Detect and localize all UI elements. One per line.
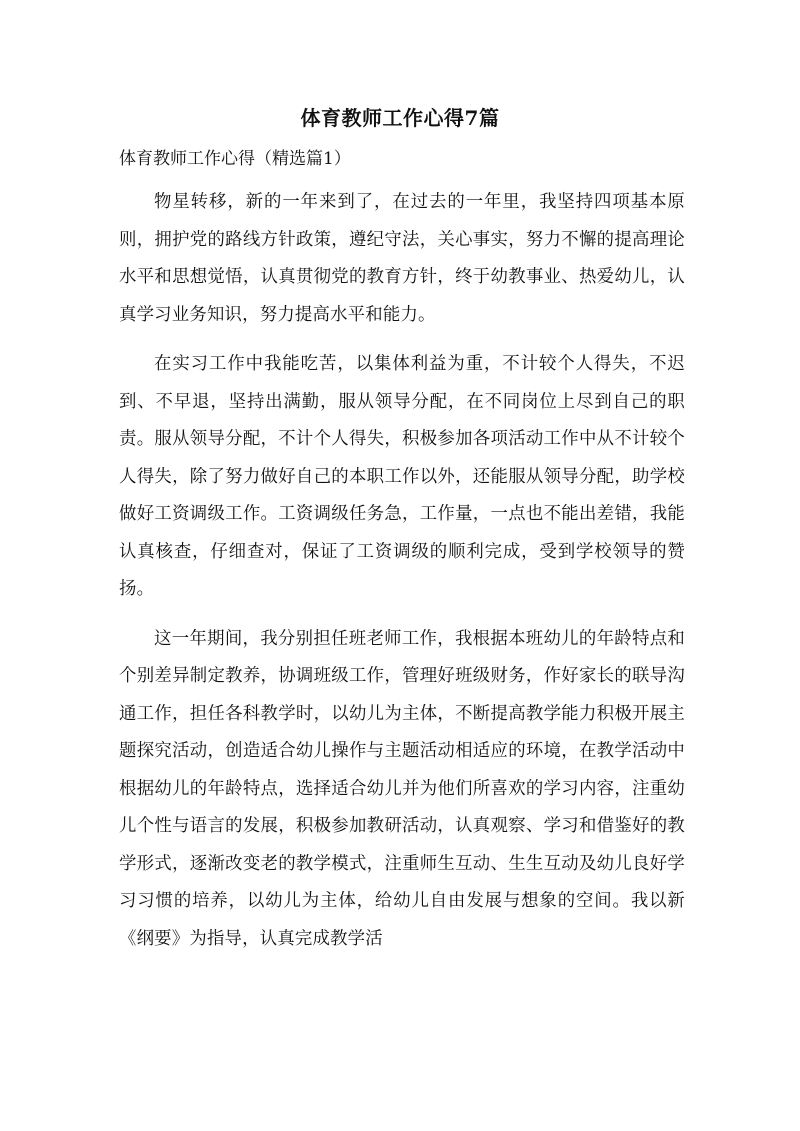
- paragraph-3: 这一年期间，我分别担任班老师工作，我根据本班幼儿的年龄特点和个别差异制定教养，协调班级工作，管理好班级财务，作好家长的联导沟通工作，担任各科教学时，以幼儿为主体，不断提高教学能力积极开展主题探究活动，创造适合幼儿操作与主题活动相适应的环境，在教学活动中根据幼儿的年龄特点，选择适合幼儿并为他们所喜欢的学习内容，注重幼儿个性与语言的发展，积极参加教研活动，认真观察、学习和借鉴好的教学形式，逐渐改变老的教学模式，注重师生互动、生生互动及幼儿良好学习习惯的培养，以幼儿为主体，给幼儿自由发展与想象的空间。我以新《纲要》为指导，认真完成教学活: [119, 628, 685, 949]
- document-title: 体育教师工作心得7篇: [300, 106, 500, 130]
- paragraph-1: 物星转移，新的一年来到了，在过去的一年里，我坚持四项基本原则，拥护党的路线方针政策，遵纪守法，关心事实，努力不懈的提高理论水平和思想觉悟，认真贯彻党的教育方针，终于幼教事业、热爱幼儿，认真学习业务知识，努力提高水平和能力。: [119, 192, 685, 325]
- paragraph-2: 在实习工作中我能吃苦，以集体利益为重，不计较个人得失，不迟到、不早退，坚持出满勤，服从领导分配，在不同岗位上尽到自己的职责。服从领导分配，不计个人得失，积极参加各项活动工作中从不计较个人得失，除了努力做好自己的本职工作以外，还能服从领导分配，助学校做好工资调级工作。工资调级任务急，工作量，一点也不能出差错，我能认真核查，仔细查对，保证了工资调级的顺利完成，受到学校领导的赞扬。: [119, 354, 685, 599]
- document-subtitle: 体育教师工作心得（精选篇1）: [119, 149, 351, 169]
- document-body: [119, 184, 685, 970]
